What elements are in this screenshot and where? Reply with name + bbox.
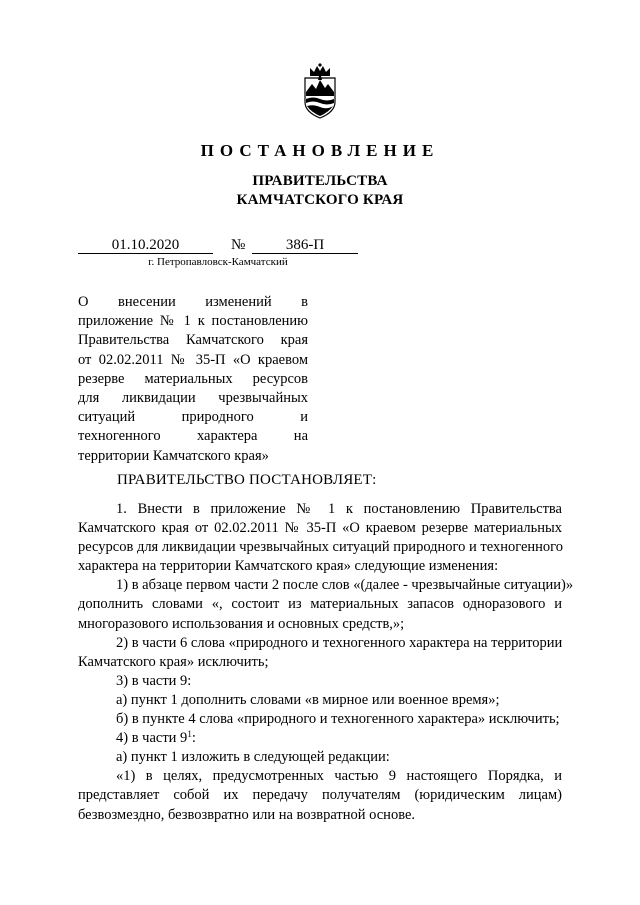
body-line-text: 4) в части 9 [116,730,188,747]
body-line: представляет собой их передачу получателям (юридическим лицам) [78,787,562,804]
subject-line: территории Камчатского края» [78,447,269,464]
subject-line: для ликвидации чрезвычайных [78,390,308,407]
body-line: Камчатского края от 02.02.2011 № 35-П «О краевом резерве материальных [78,520,562,537]
subject-line: Правительства Камчатского края [78,332,308,349]
document-body [78,500,574,825]
body-line: многоразового использования и основных средств,»; [78,615,405,632]
subject-line: О внесении изменений в [78,294,308,310]
issuer-line-2: КАМЧАТСКОГО КРАЯ [236,192,404,208]
body-line: 1) в абзаце первом части 2 после слов «(далее - чрезвычайные ситуации)» [116,577,574,594]
subject-line: приложение № 1 к постановлению [78,313,308,330]
subject-line: ситуаций природного и [78,409,308,426]
body-line: а) пункт 1 дополнить словами «в мирное или военное время»; [116,691,500,708]
document-number: 386-П [252,237,358,254]
number-sign: № [231,237,246,253]
subject-line: техногенного характера на [78,428,308,445]
issuer-line-1: ПРАВИТЕЛЬСТВА [252,173,388,189]
body-line: Камчатского края» исключить; [78,653,269,670]
document-subject [78,293,308,466]
coat-of-arms-emblem [299,62,341,120]
document-type-title: ПОСТАНОВЛЕНИЕ [200,141,440,160]
body-line: «1) в целях, предусмотренных частью 9 настоящего Порядка, и [116,768,562,785]
subject-line: резерве материальных ресурсов [78,370,308,387]
document-date: 01.10.2020 [78,237,213,254]
body-line: а) пункт 1 изложить в следующей редакции: [116,749,390,766]
subject-line: от 02.02.2011 № 35-П «О краевом [78,351,308,368]
body-line [78,729,562,748]
body-line: характера на территории Камчатского края» следующие изменения: [78,558,499,575]
body-line: б) в пункте 4 слова «природного и техногенного характера» исключить; [116,711,560,728]
body-line: безвозмездно, безвозвратно или на возвратной основе. [78,806,416,823]
issue-city: г. Петропавловск-Камчатский [148,256,288,268]
body-line: ресурсов для ликвидации чрезвычайных ситуаций природного и техногенного [78,539,564,556]
body-line: 1. Внести в приложение № 1 к постановлению Правительства [116,501,562,517]
body-line-colon: : [191,730,196,747]
decree-heading: ПРАВИТЕЛЬСТВО ПОСТАНОВЛЯЕТ: [117,472,377,488]
superscript: 1 [187,729,192,740]
body-line: дополнить словами «, состоит из материальных запасов одноразового и [78,596,562,613]
body-line: 3) в части 9: [116,672,192,689]
body-line: 2) в части 6 слова «природного и техногенного характера на территории [116,634,563,651]
